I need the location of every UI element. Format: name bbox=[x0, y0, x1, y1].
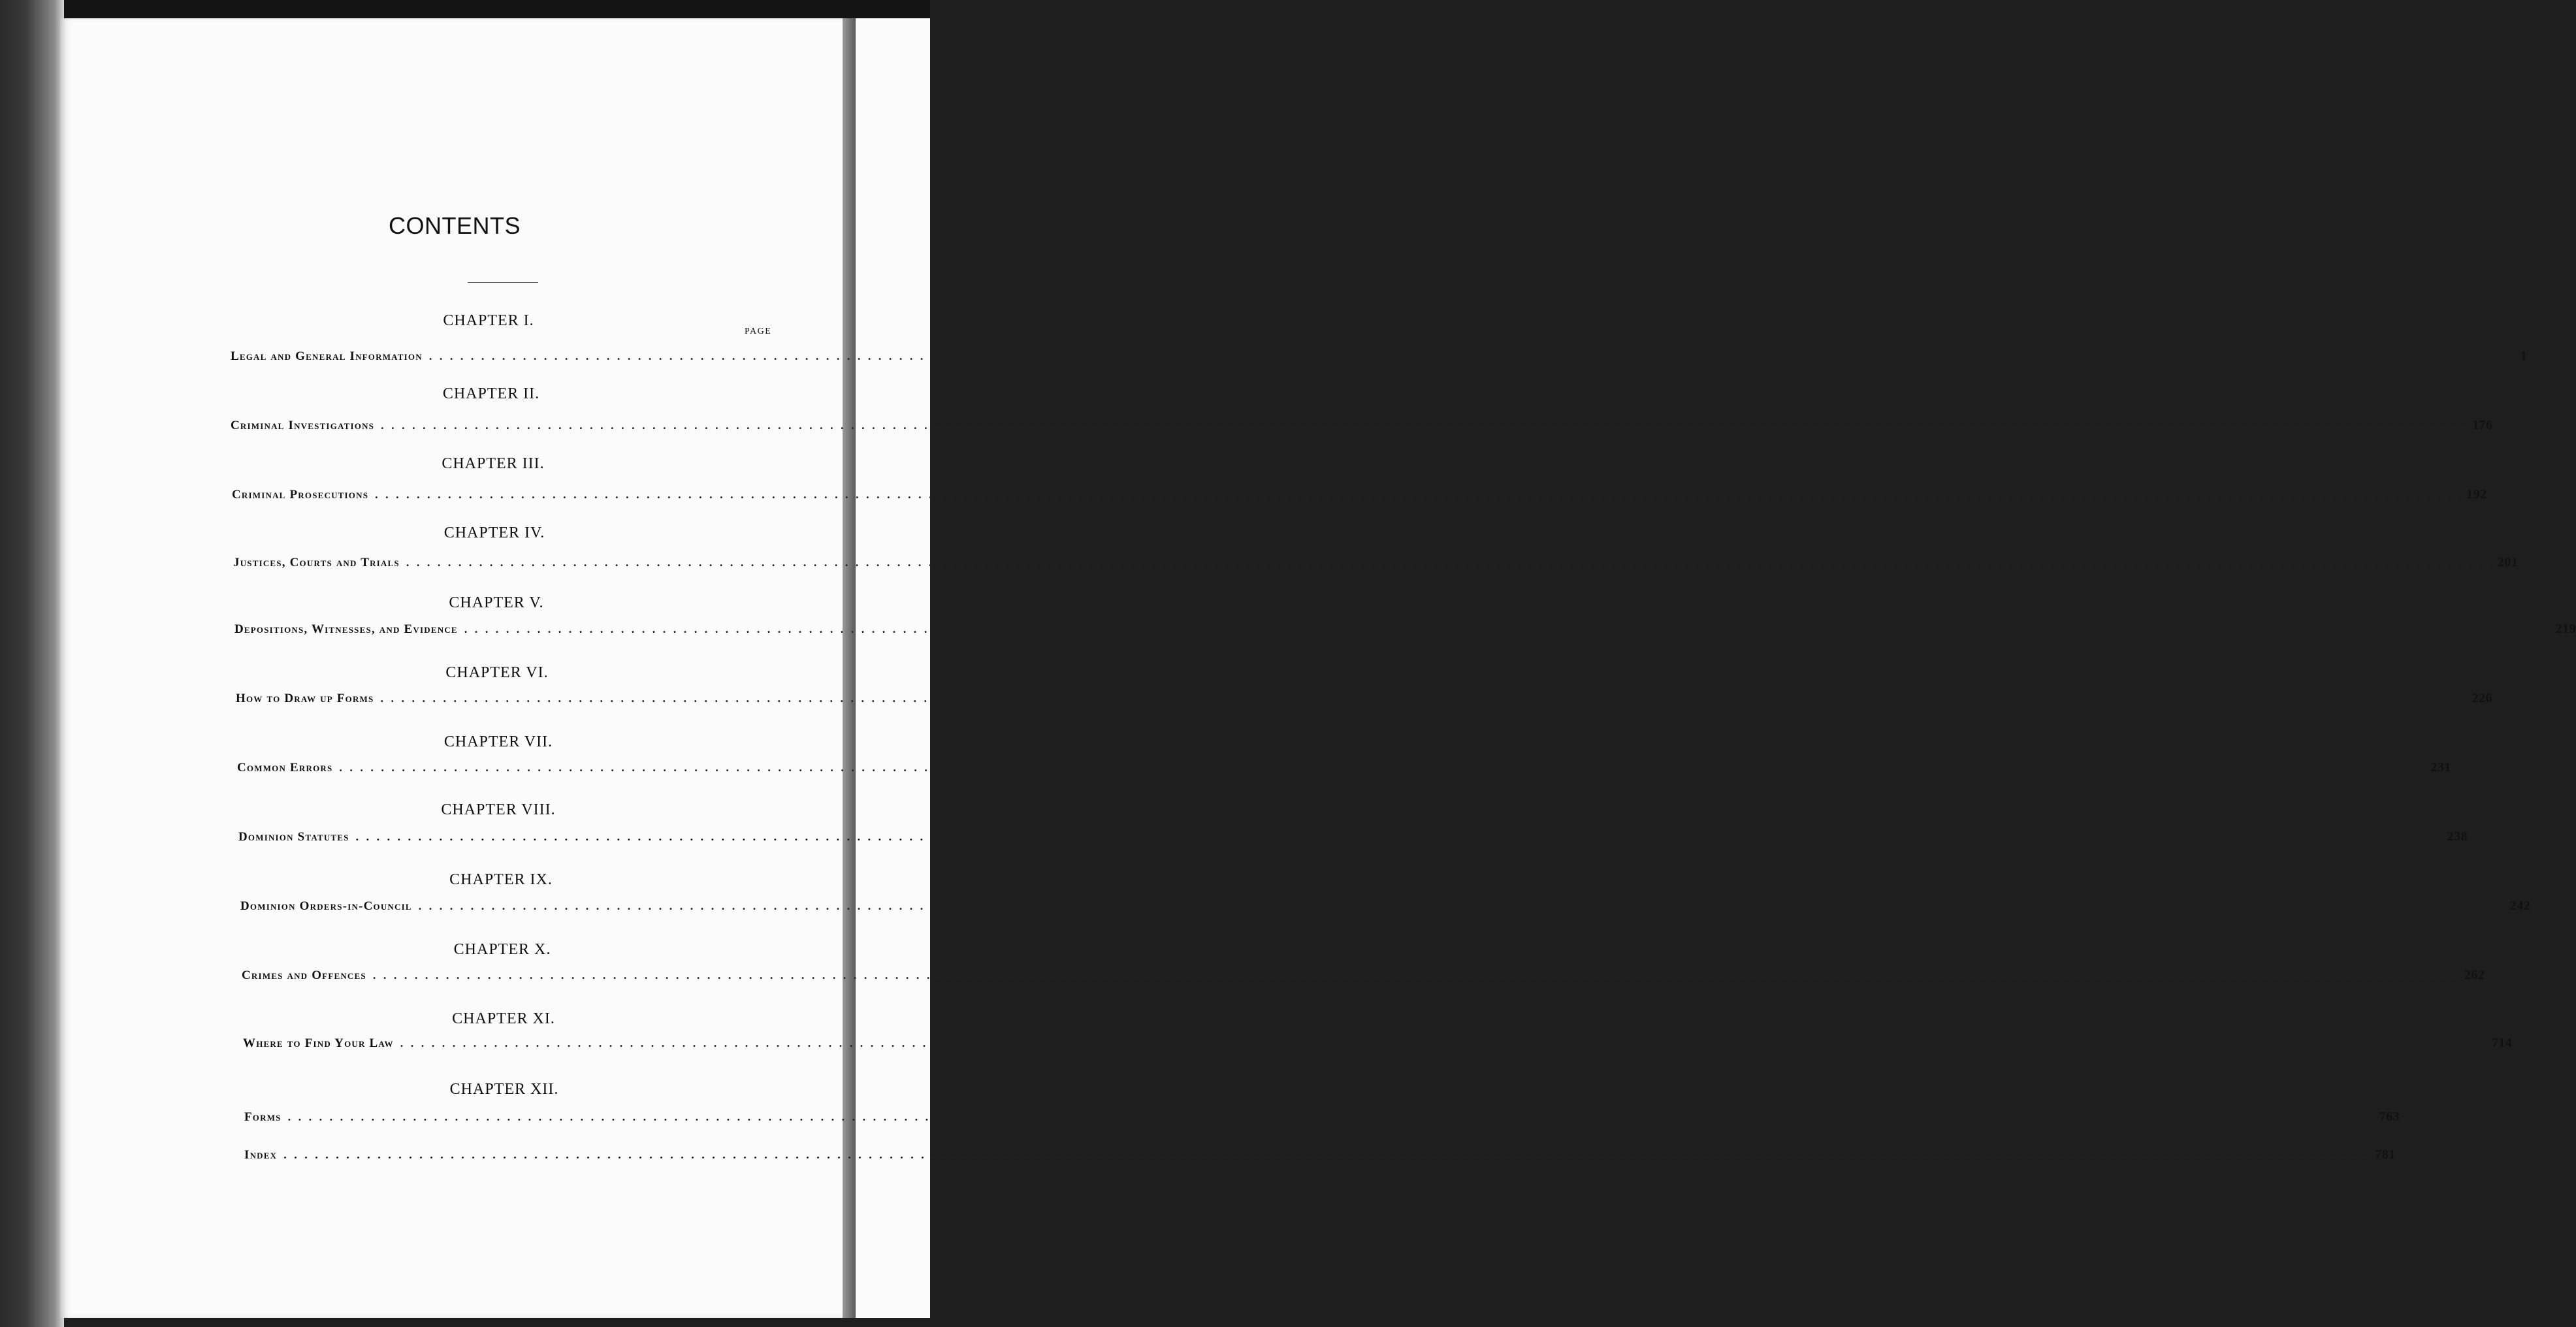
toc-entry-title: Justices, Courts and Trials bbox=[233, 556, 400, 569]
toc-page-number: 714 bbox=[2491, 1036, 2513, 1050]
toc-entry[interactable] bbox=[233, 555, 2519, 570]
toc-entry[interactable] bbox=[232, 487, 2487, 502]
chapter-heading: CHAPTER VIII. bbox=[441, 801, 556, 818]
dot-leader: . . . . . . . . . . . . . . . . . . . . . . . . . . . . . . . . . . . . . . . . . . . . . . . . . . . . . . . . . . . . . . . . . . . . . . . . . . . . . . . . . . . . . . . . . . . . . . . . . . . . . . . . . . . . . . . . . . . . . . . . . . . . . . . . . . . . . . . . . . . . . . . . . . . . . . . . . . . . . . . . . . . . . . . . . . . . . . . . . . . . . . . . . . . . . . . . . . . . . . . . bbox=[380, 692, 2466, 705]
dot-leader: . . . . . . . . . . . . . . . . . . . . . . . . . . . . . . . . . . . . . . . . . . . . . . . . . . . . . . . . . . . . . . . . . . . . . . . . . . . . . . . . . . . . . . . . . . . . . . . . . . . . . . . . . . . . . . . . . . . . . . . . . . . . . . . . . . . . . . . . . . . . . . . . . . . . . . . . . . . . . . . . . . . . . . . . . . . . . . . . . . . . . . . . . . . . . . . . . . . . . . . . bbox=[283, 1148, 2369, 1161]
dot-leader: . . . . . . . . . . . . . . . . . . . . . . . . . . . . . . . . . . . . . . . . . . . . . . . . . . . . . . . . . . . . . . . . . . . . . . . . . . . . . . . . . . . . . . . . . . . . . . . . . . . . . . . . . . . . . . . . . . . . . . . . . . . . . . . . . . . . . . . . . . . . . . . . . . . . . . . . . . . . . . . . . . . . . . . . . . . . . . . . . . . . . . . . . . . . . . . . . . . . . . . . bbox=[428, 349, 2514, 362]
toc-entry-title: Criminal Investigations bbox=[231, 419, 375, 432]
toc-page-number: 231 bbox=[2430, 760, 2451, 775]
toc-entry-title: Forms bbox=[244, 1110, 282, 1124]
chapter-heading: CHAPTER VI. bbox=[445, 664, 549, 681]
page-title: CONTENTS bbox=[389, 212, 521, 239]
dot-leader: . . . . . . . . . . . . . . . . . . . . . . . . . . . . . . . . . . . . . . . . . . . . . . . . . . . . . . . . . . . . . . . . . . . . . . . . . . . . . . . . . . . . . . . . . . . . . . . . . . . . . . . . . . . . . . . . . . . . . . . . . . . . . . . . . . . . . . . . . . . . . . . . . . . . . . . . . . . . . . . . . . . . . . . . . . . . . . . . . . . . . . . . . . . . . . . . . . . . . . . . bbox=[287, 1110, 2373, 1123]
toc-page-number: 242 bbox=[2509, 899, 2531, 913]
toc-page-number: 226 bbox=[2471, 691, 2492, 705]
toc-entry[interactable] bbox=[240, 899, 2531, 914]
chapter-heading: CHAPTER XI. bbox=[452, 1010, 555, 1027]
toc-entry[interactable] bbox=[244, 1147, 2396, 1162]
toc-entry-title: Dominion Orders-in-Council bbox=[240, 899, 412, 913]
title-divider bbox=[468, 282, 538, 283]
toc-entry[interactable] bbox=[234, 622, 2576, 637]
toc-entry-title: Index bbox=[244, 1148, 278, 1162]
chapter-heading: CHAPTER II. bbox=[442, 385, 540, 402]
toc-page-number: 262 bbox=[2464, 968, 2485, 982]
dot-leader: . . . . . . . . . . . . . . . . . . . . . . . . . . . . . . . . . . . . . . . . . . . . . . . . . . . . . . . . . . . . . . . . . . . . . . . . . . . . . . . . . . . . . . . . . . . . . . . . . . . . . . . . . . . . . . . . . . . . . . . . . . . . . . . . . . . . . . . . . . . . . . . . . . . . . . . . . . . . . . . . . . . . . . . . . . . . . . . . . . . . . . . . . . . . . . . . . . . . . . . . bbox=[418, 899, 2504, 912]
toc-entry-title: Criminal Prosecutions bbox=[232, 488, 369, 502]
dot-leader: . . . . . . . . . . . . . . . . . . . . . . . . . . . . . . . . . . . . . . . . . . . . . . . . . . . . . . . . . . . . . . . . . . . . . . . . . . . . . . . . . . . . . . . . . . . . . . . . . . . . . . . . . . . . . . . . . . . . . . . . . . . . . . . . . . . . . . . . . . . . . . . . . . . . . . . . . . . . . . . . . . . . . . . . . . . . . . . . . . . . . . . . . . . . . . . . . . . . . . . . bbox=[400, 1036, 2485, 1049]
toc-entry[interactable] bbox=[236, 691, 2492, 706]
chapter-heading: CHAPTER VII. bbox=[443, 733, 553, 750]
chapter-heading: CHAPTER I. bbox=[443, 312, 534, 329]
dot-leader: . . . . . . . . . . . . . . . . . . . . . . . . . . . . . . . . . . . . . . . . . . . . . . . . . . . . . . . . . . . . . . . . . . . . . . . . . . . . . . . . . . . . . . . . . . . . . . . . . . . . . . . . . . . . . . . . . . . . . . . . . . . . . . . . . . . . . . . . . . . . . . . . . . . . . . . . . . . . . . . . . . . . . . . . . . . . . . . . . . . . . . . . . . . . . . . . . . . . . . . . bbox=[464, 622, 2549, 635]
scan-top-edge bbox=[0, 0, 930, 18]
toc-entry[interactable] bbox=[231, 418, 2493, 433]
toc-entry[interactable] bbox=[243, 1036, 2513, 1051]
toc-entry-title: Dominion Statutes bbox=[238, 830, 349, 844]
toc-entry-title: Depositions, Witnesses, and Evidence bbox=[234, 622, 458, 636]
toc-entry-title: Legal and General Information bbox=[231, 349, 423, 363]
toc-entry[interactable] bbox=[237, 760, 2451, 775]
toc-page-number: 781 bbox=[2375, 1147, 2396, 1162]
toc-page-number: 1 bbox=[2520, 349, 2528, 363]
toc-page-number: 176 bbox=[2472, 418, 2493, 432]
chapter-heading: CHAPTER IV. bbox=[443, 524, 545, 541]
chapter-heading: CHAPTER V. bbox=[449, 594, 544, 611]
dot-leader: . . . . . . . . . . . . . . . . . . . . . . . . . . . . . . . . . . . . . . . . . . . . . . . . . . . . . . . . . . . . . . . . . . . . . . . . . . . . . . . . . . . . . . . . . . . . . . . . . . . . . . . . . . . . . . . . . . . . . . . . . . . . . . . . . . . . . . . . . . . . . . . . . . . . . . . . . . . . . . . . . . . . . . . . . . . . . . . . . . . . . . . . . . . . . . . . . . . . . . . . bbox=[406, 556, 2491, 569]
dot-leader: . . . . . . . . . . . . . . . . . . . . . . . . . . . . . . . . . . . . . . . . . . . . . . . . . . . . . . . . . . . . . . . . . . . . . . . . . . . . . . . . . . . . . . . . . . . . . . . . . . . . . . . . . . . . . . . . . . . . . . . . . . . . . . . . . . . . . . . . . . . . . . . . . . . . . . . . . . . . . . . . . . . . . . . . . . . . . . . . . . . . . . . . . . . . . . . . . . . . . . . . bbox=[375, 488, 2460, 501]
toc-entry-title: Where to Find Your Law bbox=[243, 1036, 394, 1050]
dot-leader: . . . . . . . . . . . . . . . . . . . . . . . . . . . . . . . . . . . . . . . . . . . . . . . . . . . . . . . . . . . . . . . . . . . . . . . . . . . . . . . . . . . . . . . . . . . . . . . . . . . . . . . . . . . . . . . . . . . . . . . . . . . . . . . . . . . . . . . . . . . . . . . . . . . . . . . . . . . . . . . . . . . . . . . . . . . . . . . . . . . . . . . . . . . . . . . . . . . . . . . . bbox=[381, 419, 2466, 432]
toc-entry[interactable] bbox=[244, 1110, 2400, 1125]
toc-page-number: 763 bbox=[2379, 1110, 2400, 1124]
chapter-heading: CHAPTER III. bbox=[442, 455, 545, 472]
toc-entry[interactable] bbox=[238, 829, 2468, 844]
toc-entry-title: Crimes and Offences bbox=[242, 968, 366, 982]
chapter-heading: CHAPTER XII. bbox=[449, 1081, 559, 1098]
toc-page-number: 238 bbox=[2447, 829, 2468, 844]
toc-entry[interactable] bbox=[231, 349, 2528, 364]
toc-page-number: 201 bbox=[2497, 555, 2519, 569]
toc-entry-title: How to Draw up Forms bbox=[236, 692, 374, 705]
toc-entry[interactable] bbox=[242, 968, 2485, 983]
toc-page-number: 219 bbox=[2555, 622, 2576, 636]
dot-leader: . . . . . . . . . . . . . . . . . . . . . . . . . . . . . . . . . . . . . . . . . . . . . . . . . . . . . . . . . . . . . . . . . . . . . . . . . . . . . . . . . . . . . . . . . . . . . . . . . . . . . . . . . . . . . . . . . . . . . . . . . . . . . . . . . . . . . . . . . . . . . . . . . . . . . . . . . . . . . . . . . . . . . . . . . . . . . . . . . . . . . . . . . . . . . . . . . . . . . . . . bbox=[372, 968, 2458, 982]
dot-leader: . . . . . . . . . . . . . . . . . . . . . . . . . . . . . . . . . . . . . . . . . . . . . . . . . . . . . . . . . . . . . . . . . . . . . . . . . . . . . . . . . . . . . . . . . . . . . . . . . . . . . . . . . . . . . . . . . . . . . . . . . . . . . . . . . . . . . . . . . . . . . . . . . . . . . . . . . . . . . . . . . . . . . . . . . . . . . . . . . . . . . . . . . . . . . . . . . . . . . . . . bbox=[355, 830, 2441, 843]
dot-leader: . . . . . . . . . . . . . . . . . . . . . . . . . . . . . . . . . . . . . . . . . . . . . . . . . . . . . . . . . . . . . . . . . . . . . . . . . . . . . . . . . . . . . . . . . . . . . . . . . . . . . . . . . . . . . . . . . . . . . . . . . . . . . . . . . . . . . . . . . . . . . . . . . . . . . . . . . . . . . . . . . . . . . . . . . . . . . . . . . . . . . . . . . . . . . . . . . . . . . . . . bbox=[339, 761, 2424, 774]
toc-entry-title: Common Errors bbox=[237, 761, 333, 775]
toc-page-number: 192 bbox=[2466, 487, 2487, 502]
chapter-heading: CHAPTER IX. bbox=[449, 871, 553, 888]
chapter-heading: CHAPTER X. bbox=[453, 941, 551, 958]
book-binding-edge bbox=[0, 0, 64, 1327]
page-column-label: PAGE bbox=[745, 327, 772, 336]
